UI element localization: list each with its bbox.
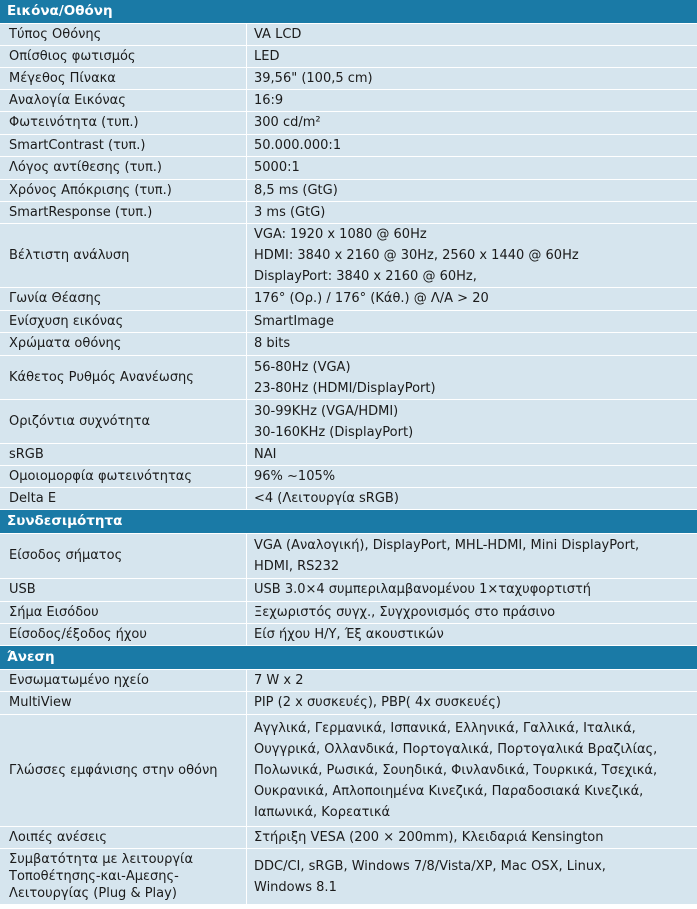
spec-row <box>0 624 697 646</box>
spec-value <box>247 400 697 443</box>
spec-label: Μέγεθος Πίνακα <box>0 68 247 89</box>
spec-label: Συμβατότητα με λειτουργία Τοποθέτησης-και-Αμεσης-Λειτουργίας (Plug & Play) <box>0 849 247 904</box>
spec-value <box>247 90 697 111</box>
spec-label: Λόγος αντίθεσης (τυπ.) <box>0 157 247 179</box>
spec-value-line: Ιαπωνικά, Κορεατικά <box>254 805 391 820</box>
spec-row <box>0 466 697 488</box>
spec-value <box>247 135 697 156</box>
spec-row <box>0 356 697 400</box>
spec-value-line: LED <box>254 48 280 64</box>
spec-label: Είσοδος σήματος <box>0 534 247 578</box>
section-header: Άνεση <box>0 646 697 670</box>
spec-value-line: Στήριξη VESA (200 × 200mm), Κλειδαριά Kensington <box>254 829 604 845</box>
spec-label: Φωτεινότητα (τυπ.) <box>0 112 247 134</box>
spec-label: Χρόνος Απόκρισης (τυπ.) <box>0 180 247 201</box>
spec-value-line: 30-160KHz (DisplayPort) <box>254 424 414 440</box>
spec-row <box>0 333 697 356</box>
spec-label: Delta E <box>0 488 247 509</box>
spec-label: Χρώματα οθόνης <box>0 333 247 355</box>
spec-value-line: 7 W x 2 <box>254 672 304 688</box>
spec-value <box>247 157 697 179</box>
spec-value <box>247 311 697 332</box>
spec-value-line: 8 bits <box>254 336 291 351</box>
spec-value-line: <4 (Λειτουργία sRGB) <box>254 490 399 506</box>
spec-row <box>0 288 697 311</box>
spec-value <box>247 288 697 310</box>
spec-row <box>0 692 697 715</box>
spec-value <box>247 112 697 134</box>
spec-row <box>0 488 697 510</box>
spec-value-line: ΝΑΙ <box>254 446 277 462</box>
spec-row <box>0 444 697 466</box>
spec-value-line: 16:9 <box>254 92 284 108</box>
spec-label: Ενίσχυση εικόνας <box>0 311 247 332</box>
spec-row <box>0 180 697 202</box>
spec-value <box>247 180 697 201</box>
spec-value-line: USB 3.0×4 συμπεριλαμβανομένου 1×ταχυφορτιστή <box>254 582 592 597</box>
spec-value-line: DisplayPort: 3840 x 2160 @ 60Hz, <box>254 269 477 284</box>
spec-row <box>0 68 697 90</box>
spec-value-line: 176° (Ορ.) / 176° (Κάθ.) @ Λ/Α > 20 <box>254 291 489 306</box>
spec-value <box>247 202 697 223</box>
spec-row <box>0 311 697 333</box>
spec-row <box>0 202 697 224</box>
spec-label: Γωνία Θέασης <box>0 288 247 310</box>
spec-value-line: 39,56" (100,5 cm) <box>254 70 373 86</box>
spec-value-line: PIP (2 x συσκευές), PBP( 4x συσκευές) <box>254 695 501 710</box>
spec-row <box>0 24 697 46</box>
spec-value-line: 56-80Hz (VGA) <box>254 359 351 375</box>
spec-label: Γλώσσες εμφάνισης στην οθόνη <box>0 715 247 826</box>
spec-row <box>0 400 697 444</box>
spec-label: USB <box>0 579 247 601</box>
spec-label: Είσοδος/έξοδος ήχου <box>0 624 247 645</box>
spec-row <box>0 849 697 905</box>
spec-value <box>247 692 697 714</box>
spec-value-line: HDMI, RS232 <box>254 559 340 574</box>
spec-value-line: Είσ ήχου Η/Υ, Έξ ακουστικών <box>254 626 444 642</box>
spec-label: Οπίσθιος φωτισμός <box>0 46 247 67</box>
spec-value-line: 50.000.000:1 <box>254 137 342 153</box>
spec-row <box>0 579 697 602</box>
spec-value-line: Αγγλικά, Γερμανικά, Ισπανικά, Ελληνικά, Γαλλικά, Ιταλικά, <box>254 721 636 736</box>
spec-row <box>0 224 697 288</box>
spec-value-line: Ουγγρικά, Ολλανδικά, Πορτογαλικά, Πορτογαλικά Βραζιλίας, <box>254 742 658 757</box>
spec-value-line: 3 ms (GtG) <box>254 204 326 220</box>
spec-value-line: 96% ~105% <box>254 468 336 484</box>
spec-label: Ενσωματωμένο ηχείο <box>0 670 247 691</box>
spec-row <box>0 157 697 180</box>
spec-row <box>0 670 697 692</box>
spec-value <box>247 579 697 601</box>
spec-row <box>0 602 697 624</box>
spec-value-line: HDMI: 3840 x 2160 @ 30Hz, 2560 x 1440 @ 60Hz <box>254 248 579 263</box>
spec-value <box>247 466 697 487</box>
spec-value <box>247 827 697 848</box>
spec-label: SmartContrast (τυπ.) <box>0 135 247 156</box>
spec-value <box>247 224 697 287</box>
spec-value-line: VA LCD <box>254 26 302 42</box>
spec-label: Οριζόντια συχνότητα <box>0 400 247 443</box>
section-header: Συνδεσιμότητα <box>0 510 697 534</box>
spec-value-line: VGA: 1920 x 1080 @ 60Hz <box>254 227 427 242</box>
spec-value <box>247 849 697 904</box>
spec-value-line: DDC/CI, sRGB, Windows 7/8/Vista/XP, Mac OSX, Linux, <box>254 858 606 874</box>
section-header: Εικόνα/Οθόνη <box>0 0 697 24</box>
spec-value-line: 5000:1 <box>254 160 300 175</box>
spec-label: Σήμα Εισόδου <box>0 602 247 623</box>
spec-value <box>247 444 697 465</box>
spec-value <box>247 46 697 67</box>
spec-value <box>247 534 697 578</box>
spec-row <box>0 112 697 135</box>
spec-value <box>247 68 697 89</box>
spec-value <box>247 488 697 509</box>
spec-value-line: 8,5 ms (GtG) <box>254 182 338 198</box>
spec-row <box>0 135 697 157</box>
spec-value <box>247 24 697 45</box>
spec-label: Κάθετος Ρυθμός Ανανέωσης <box>0 356 247 399</box>
spec-label: Τύπος Οθόνης <box>0 24 247 45</box>
spec-label: Λοιπές ανέσεις <box>0 827 247 848</box>
spec-value-line: Windows 8.1 <box>254 879 337 895</box>
spec-value-line: Ξεχωριστός συγχ., Συγχρονισμός στο πράσινο <box>254 604 556 620</box>
spec-value-line: 300 cd/m² <box>254 115 321 130</box>
spec-label: MultiView <box>0 692 247 714</box>
spec-value-line: VGA (Αναλογική), DisplayPort, MHL-HDMI, Mini DisplayPort, <box>254 538 640 553</box>
spec-value-line: SmartImage <box>254 313 335 329</box>
spec-value <box>247 715 697 826</box>
spec-row <box>0 534 697 579</box>
spec-row <box>0 90 697 112</box>
spec-value <box>247 356 697 399</box>
spec-row <box>0 827 697 849</box>
spec-value-line: 30-99KHz (VGA/HDMI) <box>254 403 399 419</box>
spec-value-line: Πολωνικά, Ρωσικά, Σουηδικά, Φινλανδικά, Τουρκικά, Τσεχικά, <box>254 763 658 778</box>
spec-value <box>247 670 697 691</box>
spec-value-line: Ουκρανικά, Απλοποιημένα Κινεζικά, Παραδοσιακά Κινεζικά, <box>254 784 644 799</box>
spec-label: Βέλτιστη ανάλυση <box>0 224 247 287</box>
spec-row <box>0 715 697 827</box>
spec-value <box>247 624 697 645</box>
spec-label: sRGB <box>0 444 247 465</box>
spec-label: Ομοιομορφία φωτεινότητας <box>0 466 247 487</box>
spec-row <box>0 46 697 68</box>
spec-value <box>247 602 697 623</box>
spec-value <box>247 333 697 355</box>
spec-value-line: 23-80Hz (HDMI/DisplayPort) <box>254 380 436 396</box>
spec-label: SmartResponse (τυπ.) <box>0 202 247 223</box>
spec-label: Αναλογία Εικόνας <box>0 90 247 111</box>
